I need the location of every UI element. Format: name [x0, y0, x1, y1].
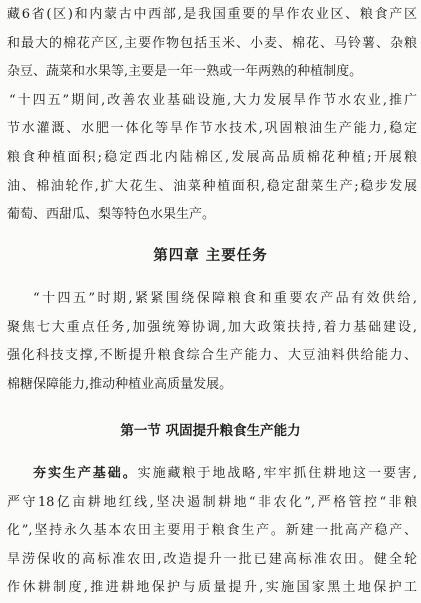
text-line: 节水灌溉、水肥一体化等旱作节水技术,巩固粮油生产能力,稳定 [7, 121, 417, 137]
text-line: 强化科技支撑,不断提升粮食综合生产能力、大豆油料供给能力、 [7, 348, 417, 364]
text-line: 旱涝保收的高标准农田,改造提升一批已建高标准农田。健全轮 [7, 551, 417, 567]
run-in-heading: 夯实生产基础。 [33, 466, 138, 481]
text-run: 实施藏粮于地战略,牢牢抓住耕地这一要害, [137, 466, 417, 481]
text-line: 藏6省(区)和内蒙古中西部,是我国重要的旱作农业区、粮食产区 [7, 7, 417, 22]
chapter-title: 第四章 主要任务 [153, 248, 268, 264]
paragraph-production-foundation [7, 460, 417, 603]
text-line: 作休耕制度,推进耕地保护与质量提升,实施国家黑土地保护工 [7, 580, 417, 596]
text-line [7, 460, 417, 489]
section-title: 第一节 巩固提升粮食生产能力 [120, 423, 301, 439]
text-line: 棉糖保障能力,推动种植业高质量发展。 [7, 376, 233, 392]
paragraph-main-tasks [7, 285, 417, 399]
text-line: 聚焦七大重点任务,加强统筹协调,加大政策扶持,着力基础建设, [7, 319, 417, 335]
text-line: 油、棉油轮作,扩大花生、油菜种植面积,稳定甜菜生产;稳步发展 [7, 178, 417, 194]
text-line: 严守18亿亩耕地红线,坚决遏制耕地“非农化”,严格管控“非粮 [7, 494, 417, 510]
text-line: 杂豆、蔬菜和水果等,主要是一年一熟或一年两熟的种植制度。 [7, 64, 363, 80]
text-line: 和最大的棉花产区,主要作物包括玉米、小麦、棉花、马铃薯、杂粮 [7, 35, 417, 51]
text-line: 粮食种植面积;稳定西北内陆棉区,发展高品质棉花种植;开展粮 [7, 149, 417, 165]
paragraph-regional-overview [7, 1, 417, 230]
text-line: 葡萄、西甜瓜、梨等特色水果生产。 [7, 207, 216, 223]
text-line: 化”,坚持永久基本农田主要用于粮食生产。新建一批高产稳产、 [7, 523, 417, 539]
text-line: “十四五”时期,紧紧围绕保障粮食和重要农产品有效供给, [33, 291, 417, 306]
text-line: “十四五”期间,改善农业基础设施,大力发展旱作节水农业,推广 [9, 92, 417, 108]
